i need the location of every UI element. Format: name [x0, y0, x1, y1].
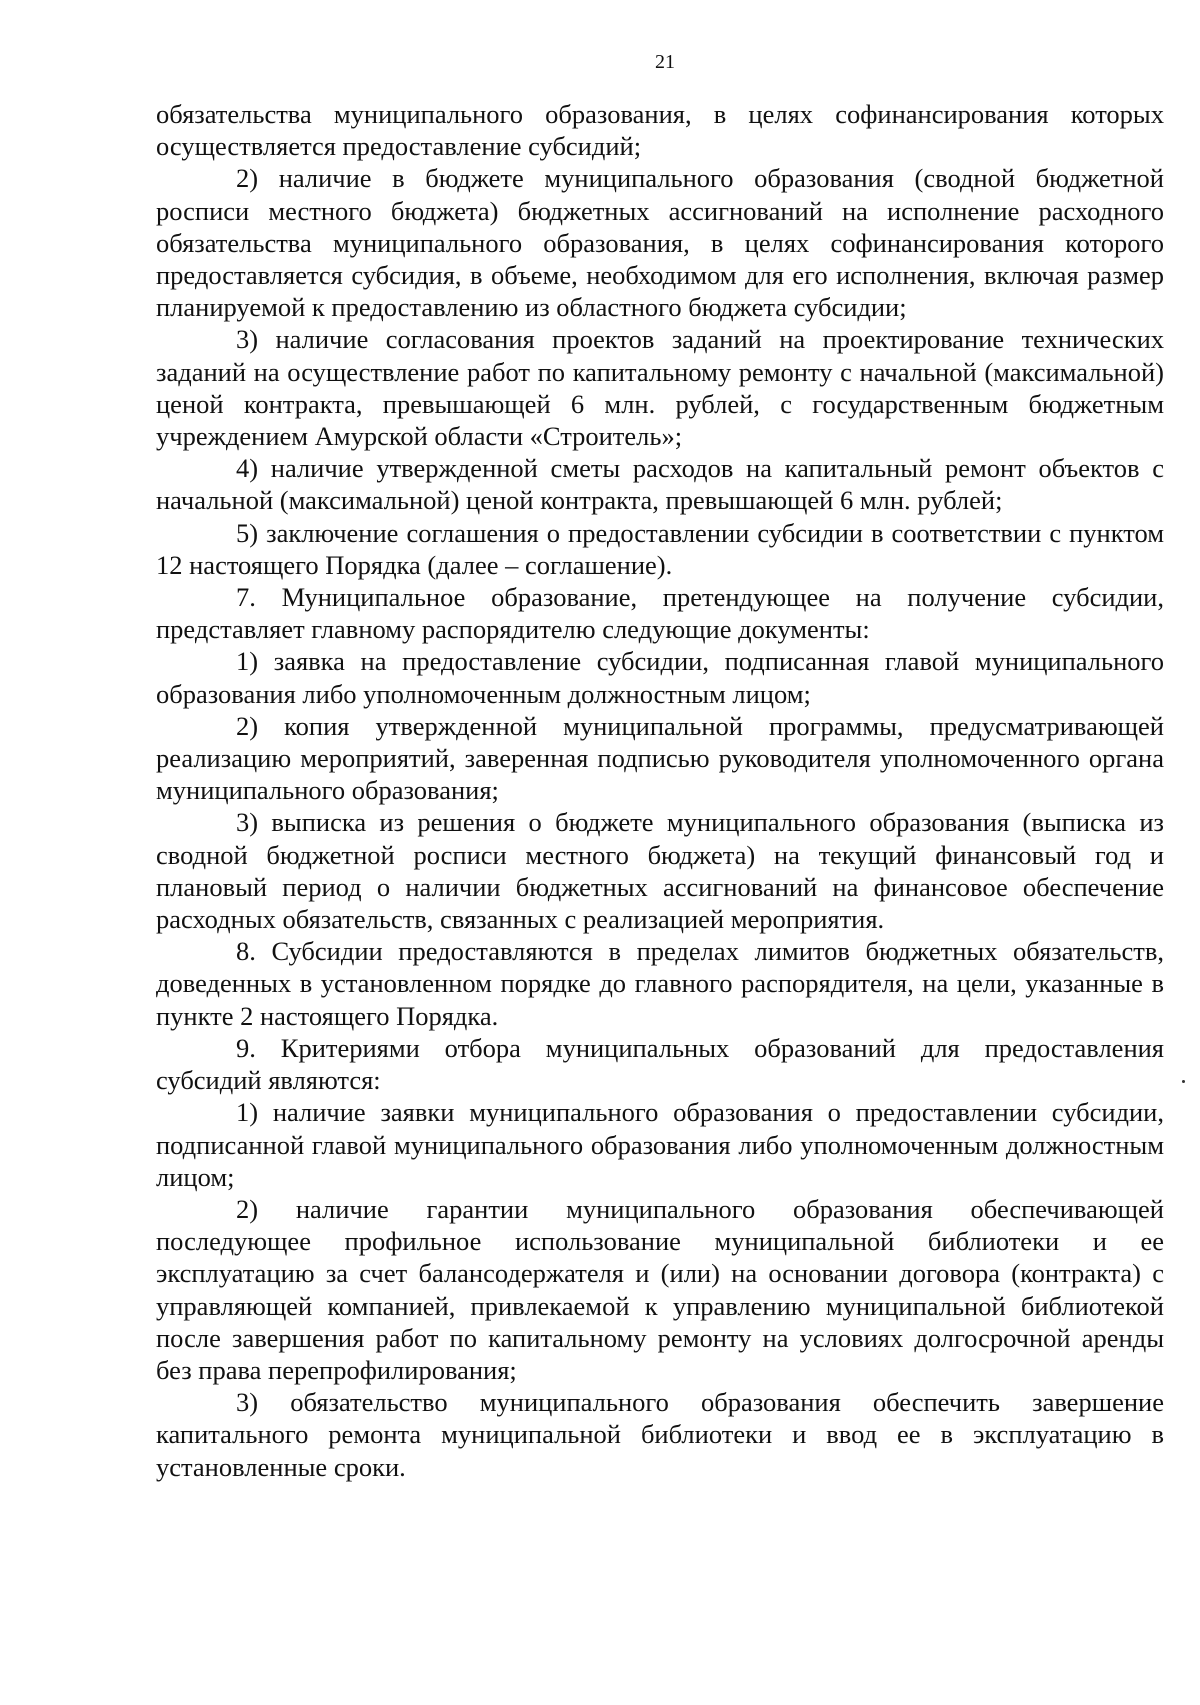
paragraph-section-8: 8. Субсидии предоставляются в пределах лимитов бюджетных обязательств, доведенных в установленном порядке до главного распорядителя, на цели, указанные в пункте 2 настоящего Порядка. [156, 936, 1164, 1031]
paragraph-section-7: 7. Муниципальное образование, претендующее на получение субсидии, представляет главному распорядителю следующие документы: [156, 582, 1164, 645]
paragraph-item-5-agreement: 5) заключение соглашения о предоставлении субсидии в соответствии с пунктом 12 настоящего Порядка (далее – соглашение). [156, 517, 1164, 580]
paragraph-9-item-3: 3) обязательство муниципального образования обеспечить завершение капитального ремонта муниципальной библиотеки и ввод ее в эксплуатацию в установленные сроки. [156, 1387, 1164, 1482]
paragraph-7-item-2: 2) копия утвержденной муниципальной программы, предусматривающей реализацию мероприятий, заверенная подписью руководителя уполномоченного органа муниципального образования; [156, 710, 1164, 806]
paragraph-7-item-3: 3) выписка из решения о бюджете муниципального образования (выписка из сводной бюджетной росписи местного бюджета) на текущий финансовый год и плановый период о наличии бюджетных ассигнований на финансовое обеспечение расходных обязательств, связанных с реализацией мероприятия. [156, 807, 1164, 935]
paragraph-item-4-estimate: 4) наличие утвержденной сметы расходов на капитальный ремонт объектов с начальной (максимальной) ценой контракта, превышающей 6 млн. рублей; [156, 453, 1164, 516]
paragraph-item-3-approval: 3) наличие согласования проектов заданий на проектирование технических заданий на осуществление работ по капитальному ремонту с начальной (максимальной) ценой контракта, превышающей 6 млн. рублей, с государственным бюджетным учреждением Амурской области «Строитель»; [156, 324, 1164, 452]
paragraph-9-item-2: 2) наличие гарантии муниципального образования обеспечивающей последующее профильное использование муниципальной библиотеки и ее эксплуатацию за счет балансодержателя и (или) на основании договора (контракта) с управляющей компанией, привлекаемой к управлению муниципальной библиотекой после завершения работ по капитальному ремонту на условиях долгосрочной аренды без права перепрофилирования; [156, 1193, 1164, 1385]
paragraph-section-9: 9. Критериями отбора муниципальных образований для предоставления субсидий являются: [156, 1032, 1164, 1096]
page-number: 21 [655, 51, 675, 73]
document-body [156, 98, 1164, 1483]
scan-speck [1182, 1080, 1185, 1083]
paragraph-9-item-1: 1) наличие заявки муниципального образования о предоставлении субсидии, подписанной главой муниципального образования либо уполномоченным должностным лицом; [156, 1097, 1164, 1192]
paragraph-7-item-1: 1) заявка на предоставление субсидии, подписанная главой муниципального образования либо уполномоченным должностным лицом; [156, 646, 1164, 709]
paragraph-continuation: обязательства муниципального образования, в целях софинансирования которых осуществляется предоставление субсидий; [156, 99, 1164, 162]
paragraph-item-2-budget: 2) наличие в бюджете муниципального образования (сводной бюджетной росписи местного бюджета) бюджетных ассигнований на исполнение расходного обязательства муниципального образования, в целях софинансирования которого предоставляется субсидия, в объеме, необходимом для его исполнения, включая размер планируемой к предоставлению из областного бюджета субсидии; [156, 163, 1164, 323]
